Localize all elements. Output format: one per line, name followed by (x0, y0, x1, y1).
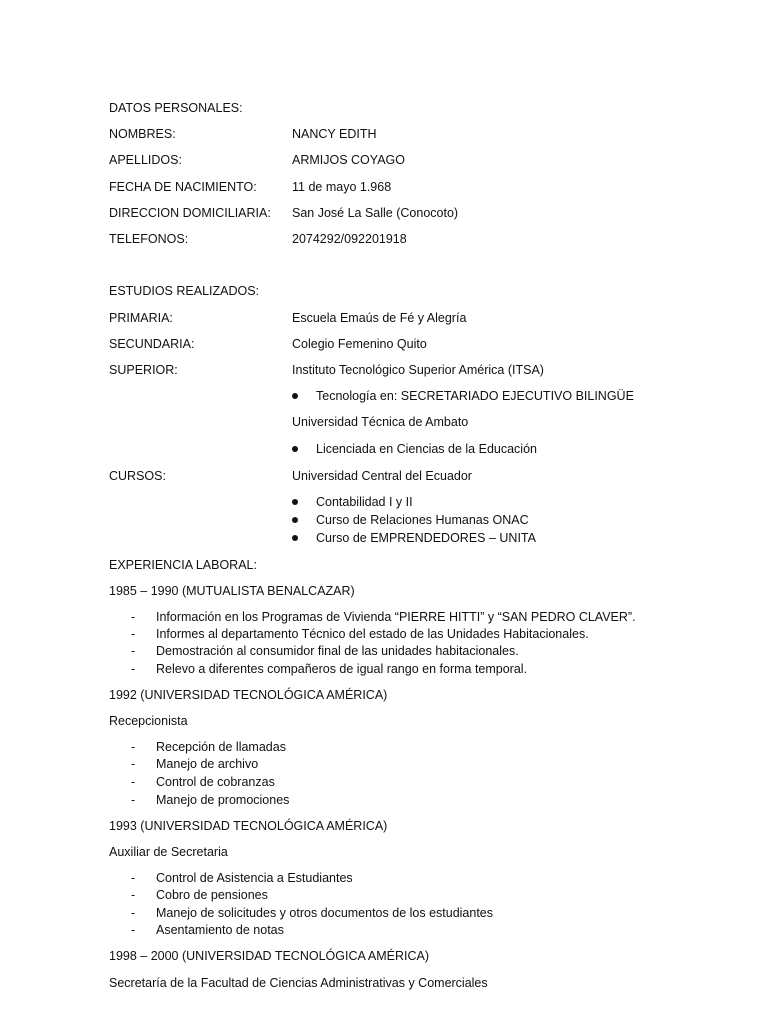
value-telefonos: 2074292/092201918 (292, 232, 407, 246)
value-primaria: Escuela Emaús de Fé y Alegría (292, 311, 467, 325)
job-item: Demostración al consumidor final de las unidades habitacionales. (156, 644, 519, 658)
job-item: Manejo de archivo (156, 757, 259, 771)
value-cursos: Universidad Central del Ecuador (292, 469, 472, 483)
dash-icon: - (131, 906, 136, 920)
job-item: Información en los Programas de Vivienda “PIERRE HITTI” y “SAN PEDRO CLAVER”. (156, 610, 636, 624)
dash-icon: - (131, 923, 136, 937)
value-superior: Instituto Tecnológico Superior América (ITSA) (292, 363, 544, 377)
superior-bullet: Tecnología en: SECRETARIADO EJECUTIVO BILINGÜE (316, 389, 634, 403)
label-telefonos: TELEFONOS: (109, 232, 189, 246)
job-role-3: Auxiliar de Secretaria (109, 845, 228, 859)
dash-icon: - (131, 627, 136, 641)
bullet-icon (292, 535, 298, 541)
value-fecha-nacimiento: 11 de mayo 1.968 (292, 180, 392, 194)
job-title-1: 1985 – 1990 (MUTUALISTA BENALCAZAR) (109, 584, 355, 598)
job-item: Manejo de solicitudes y otros documentos de los estudiantes (156, 906, 493, 920)
bullet-icon (292, 499, 298, 505)
section-header-experience: EXPERIENCIA LABORAL: (109, 558, 257, 572)
label-direccion: DIRECCION DOMICILIARIA: (109, 206, 271, 220)
job-item: Manejo de promociones (156, 793, 290, 807)
dash-icon: - (131, 757, 136, 771)
course-item: Curso de EMPRENDEDORES – UNITA (316, 531, 536, 545)
course-item: Contabilidad I y II (316, 495, 413, 509)
label-fecha-nacimiento: FECHA DE NACIMIENTO: (109, 180, 257, 194)
job-item: Control de Asistencia a Estudiantes (156, 871, 353, 885)
bullet-icon (292, 393, 298, 399)
label-secundaria: SECUNDARIA: (109, 337, 195, 351)
label-nombres: NOMBRES: (109, 127, 176, 141)
course-item: Curso de Relaciones Humanas ONAC (316, 513, 529, 527)
job-title-2: 1992 (UNIVERSIDAD TECNOLÓGICA AMÉRICA) (109, 688, 388, 702)
dash-icon: - (131, 644, 136, 658)
job-title-3: 1993 (UNIVERSIDAD TECNOLÓGICA AMÉRICA) (109, 819, 388, 833)
job-item: Cobro de pensiones (156, 888, 268, 902)
job-item: Relevo a diferentes compañeros de igual rango en forma temporal. (156, 662, 528, 676)
job-item: Control de cobranzas (156, 775, 275, 789)
dash-icon: - (131, 775, 136, 789)
section-header-studies: ESTUDIOS REALIZADOS: (109, 284, 260, 298)
value-secundaria: Colegio Femenino Quito (292, 337, 427, 351)
label-superior: SUPERIOR: (109, 363, 178, 377)
value-superior-2: Universidad Técnica de Ambato (292, 415, 469, 429)
job-item: Informes al departamento Técnico del estado de las Unidades Habitacionales. (156, 627, 589, 641)
job-role-4: Secretaría de la Facultad de Ciencias Administrativas y Comerciales (109, 976, 488, 990)
dash-icon: - (131, 793, 136, 807)
dash-icon: - (131, 740, 136, 754)
bullet-icon (292, 517, 298, 523)
job-role-2: Recepcionista (109, 714, 188, 728)
label-apellidos: APELLIDOS: (109, 153, 182, 167)
dash-icon: - (131, 662, 136, 676)
job-item: Asentamiento de notas (156, 923, 284, 937)
label-cursos: CURSOS: (109, 469, 166, 483)
label-primaria: PRIMARIA: (109, 311, 173, 325)
value-direccion: San José La Salle (Conocoto) (292, 206, 459, 220)
job-title-4: 1998 – 2000 (UNIVERSIDAD TECNOLÓGICA AMÉRICA) (109, 949, 430, 963)
superior-bullet-2: Licenciada en Ciencias de la Educación (316, 442, 537, 456)
bullet-icon (292, 446, 298, 452)
value-apellidos: ARMIJOS COYAGO (292, 153, 405, 167)
job-item: Recepción de llamadas (156, 740, 286, 754)
dash-icon: - (131, 888, 136, 902)
dash-icon: - (131, 871, 136, 885)
dash-icon: - (131, 610, 136, 624)
value-nombres: NANCY EDITH (292, 127, 377, 141)
section-header-personal: DATOS PERSONALES: (109, 101, 243, 115)
